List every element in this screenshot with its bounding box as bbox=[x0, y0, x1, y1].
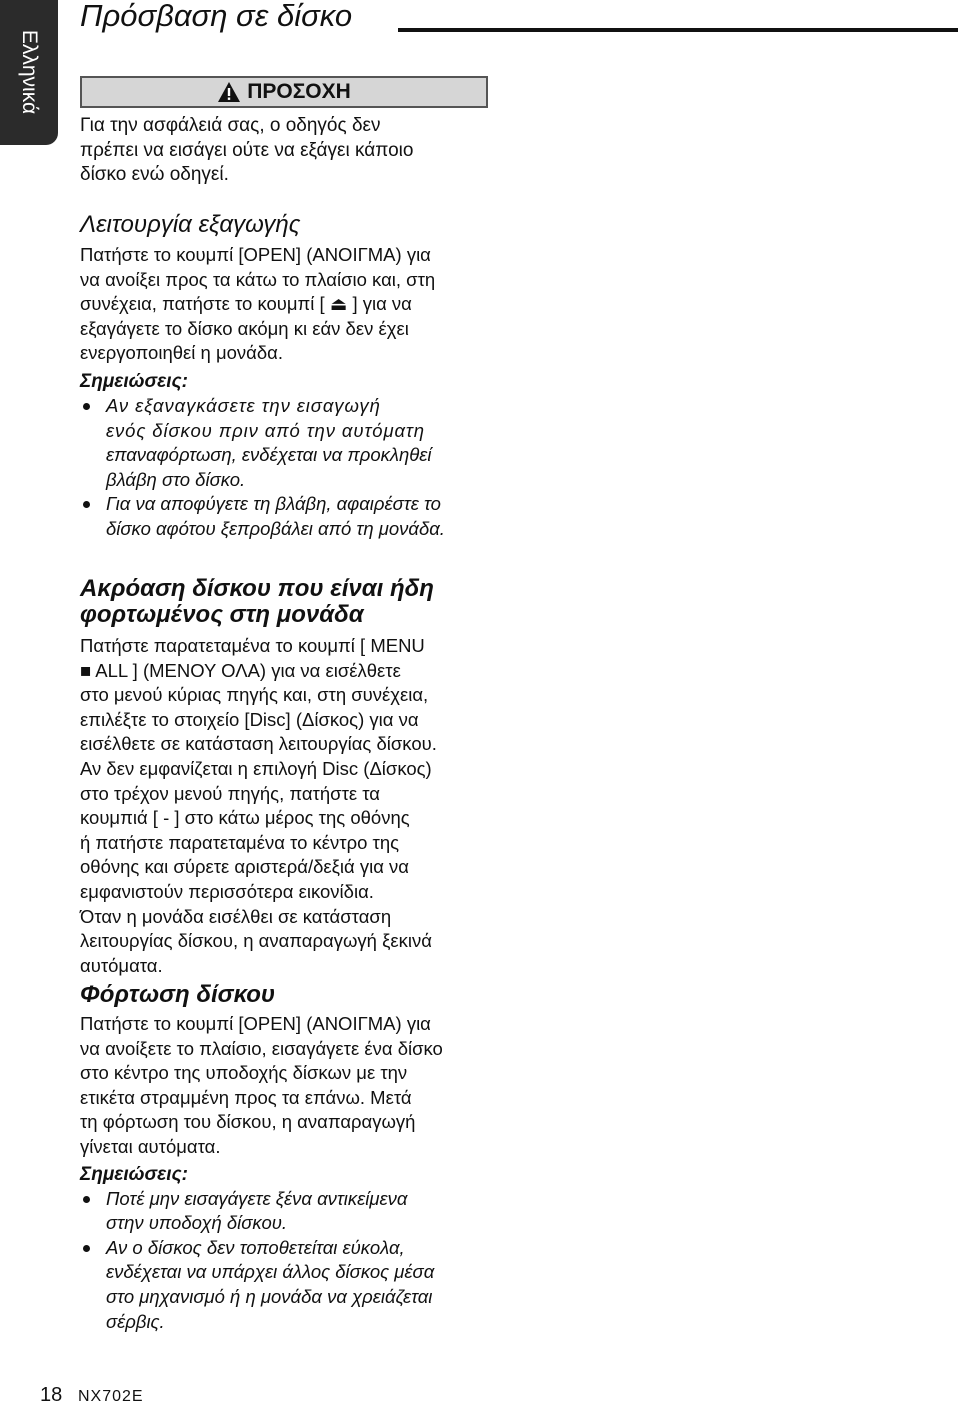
caution-text bbox=[80, 114, 492, 188]
caution-label: ΠΡΟΣΟΧΗ bbox=[247, 80, 351, 103]
loading-line: να ανοίξετε το πλαίσιο, εισαγάγετε ένα δίσκο bbox=[80, 1037, 443, 1059]
play-line: αυτόματα. bbox=[80, 954, 163, 976]
loading-note bbox=[80, 1236, 492, 1334]
warning-icon bbox=[217, 81, 241, 103]
play-line: εμφανιστούν περισσότερα εικονίδια. bbox=[80, 880, 374, 902]
note-line: ενός δίσκου πριν από την αυτόματη bbox=[106, 419, 425, 441]
eject-heading: Λειτουργία εξαγωγής bbox=[80, 211, 301, 238]
eject-section bbox=[80, 212, 492, 542]
loading-section bbox=[80, 982, 492, 1334]
note-line: στην υποδοχή δίσκου. bbox=[106, 1212, 288, 1234]
eject-note bbox=[80, 394, 492, 492]
page-number: 18 bbox=[40, 1384, 63, 1406]
loading-notes-heading: Σημειώσεις: bbox=[80, 1163, 188, 1185]
play-line: Πατήστε παρατεταμένα το κουμπί [ MENU bbox=[80, 635, 425, 656]
play-line: κουμπιά [ - ] στο κάτω μέρος της οθόνης bbox=[80, 807, 410, 829]
eject-line: συνέχεια, πατήστε το κουμπί [ ⏏ ] για να bbox=[80, 293, 412, 315]
eject-line: ενεργοποιηθεί η μονάδα. bbox=[80, 342, 283, 364]
play-line: στο τρέχον μενού πηγής, πατήστε τα bbox=[80, 782, 381, 804]
eject-note bbox=[80, 492, 492, 541]
note-line: στο μηχανισμό ή η μονάδα να χρειάζεται bbox=[106, 1285, 433, 1307]
caution-line: πρέπει να εισάγει ούτε να εξάγει κάποιο bbox=[80, 139, 414, 161]
page-title: Πρόσβαση σε δίσκο bbox=[80, 0, 353, 33]
eject-line: να ανοίξει προς τα κάτω το πλαίσιο και, στη bbox=[80, 268, 436, 290]
play-line: Όταν η μονάδα εισέλθει σε κατάσταση bbox=[80, 905, 392, 927]
note-line: ενδέχεται να υπάρχει άλλος δίσκος μέσα bbox=[106, 1261, 435, 1283]
model-name: NX702E bbox=[78, 1388, 144, 1405]
play-line: επιλέξτε το στοιχείο [Disc] (Δίσκος) για να bbox=[80, 708, 419, 730]
note-line: Ποτέ μην εισαγάγετε ξένα αντικείμενα bbox=[106, 1187, 408, 1209]
play-line: εισέλθετε σε κατάσταση λειτουργίας δίσκου. bbox=[80, 733, 437, 755]
loading-line: ετικέτα στραμμένη προς τα επάνω. Μετά bbox=[80, 1086, 412, 1108]
note-line: σέρβις. bbox=[106, 1310, 165, 1332]
caution-line: δίσκο ενώ οδηγεί. bbox=[80, 164, 229, 186]
eject-notes-heading: Σημειώσεις: bbox=[80, 370, 188, 392]
note-line: Για να αποφύγετε τη βλάβη, αφαιρέστε το bbox=[106, 493, 441, 515]
loading-line: στο κέντρο της υποδοχής δίσκων με την bbox=[80, 1062, 408, 1084]
title-rule bbox=[398, 28, 958, 32]
play-line: ή πατήστε παρατεταμένα το κέντρο της bbox=[80, 831, 400, 853]
eject-line: εξαγάγετε το δίσκο ακόμη κι εάν δεν έχει bbox=[80, 317, 409, 339]
loading-line: Πατήστε το κουμπί [OPEN] (ΑΝΟΙΓΜΑ) για bbox=[80, 1013, 431, 1034]
loading-line: τη φόρτωση του δίσκου, η αναπαραγωγή bbox=[80, 1111, 416, 1133]
language-tab-label: Ελληνικά bbox=[18, 29, 41, 115]
play-line: οθόνης και σύρετε αριστερά/δεξιά για να bbox=[80, 856, 410, 878]
loading-heading: Φόρτωση δίσκου bbox=[80, 981, 276, 1008]
play-loaded-heading: φορτωμένος στη μονάδα bbox=[80, 601, 364, 628]
loading-note bbox=[80, 1187, 492, 1236]
note-line: δίσκο αφότου ξεπροβάλει από τη μονάδα. bbox=[106, 517, 445, 539]
note-line: Αν εξαναγκάσετε την εισαγωγή bbox=[106, 394, 381, 416]
eject-line: Πατήστε το κουμπί [OPEN] (ΑΝΟΙΓΜΑ) για bbox=[80, 244, 431, 265]
caution-box bbox=[80, 76, 488, 108]
note-line: επαναφόρτωση, ενδέχεται να προκληθεί bbox=[106, 444, 432, 466]
loading-line: γίνεται αυτόματα. bbox=[80, 1135, 221, 1157]
play-line: λειτουργίας δίσκου, η αναπαραγωγή ξεκινά bbox=[80, 930, 432, 952]
note-line: Αν ο δίσκος δεν τοποθετείται εύκολα, bbox=[106, 1236, 405, 1258]
play-loaded-heading: Ακρόαση δίσκου που είναι ήδη bbox=[80, 575, 434, 602]
play-line: ■ ALL ] (ΜΕΝΟΥ ΟΛΑ) για να εισέλθετε bbox=[80, 659, 401, 681]
caution-line: Για την ασφάλειά σας, ο οδηγός δεν bbox=[80, 115, 381, 136]
note-line: βλάβη στο δίσκο. bbox=[106, 468, 246, 490]
play-line: Αν δεν εμφανίζεται η επιλογή Disc (Δίσκος) bbox=[80, 757, 432, 779]
play-line: στο μενού κύριας πηγής και, στη συνέχεια, bbox=[80, 684, 429, 706]
play-loaded-section bbox=[80, 576, 492, 978]
language-tab bbox=[0, 0, 58, 145]
